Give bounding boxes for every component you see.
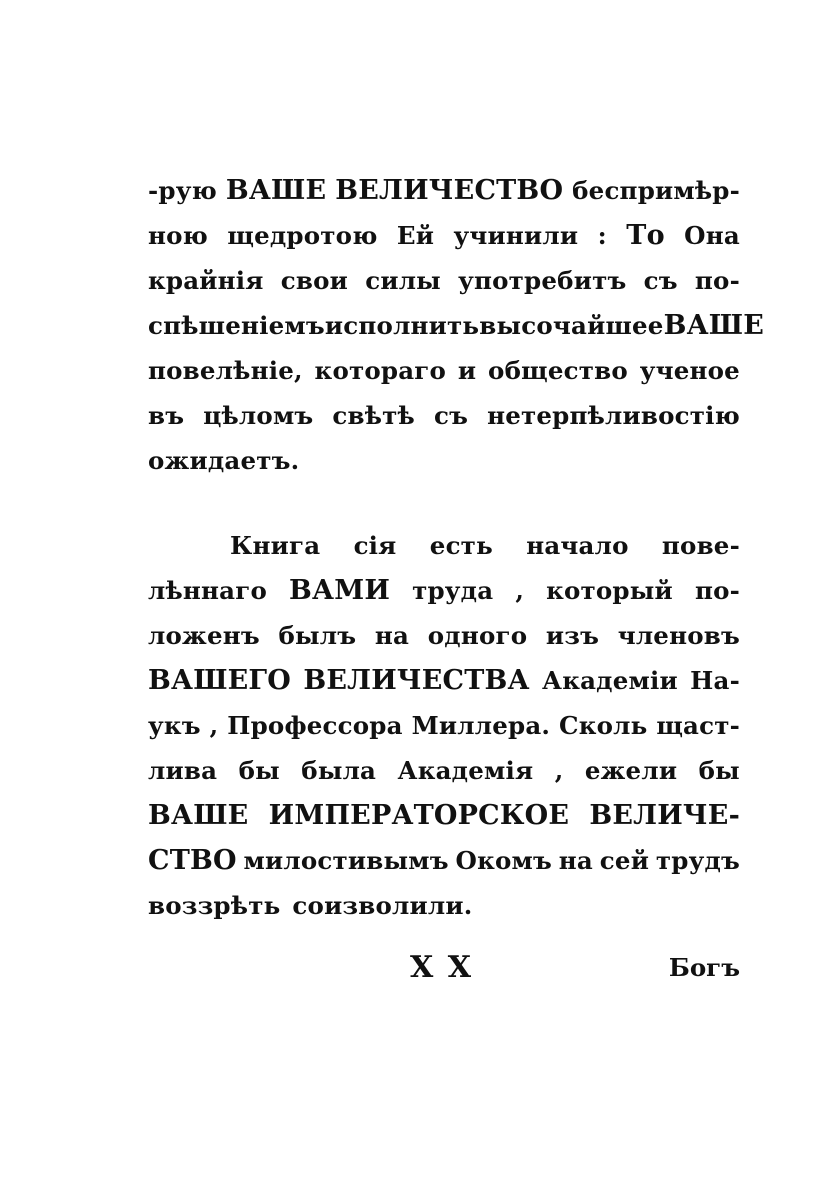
word: силы <box>365 266 441 295</box>
text-line <box>148 613 740 658</box>
word: крайнія <box>148 266 264 295</box>
word: изъ <box>545 621 600 650</box>
word: милостивымъ <box>243 846 449 875</box>
word: одного <box>427 621 528 650</box>
text-line <box>148 883 740 928</box>
text-line <box>148 213 740 258</box>
paragraph-1 <box>148 168 765 483</box>
word: ИМПЕРАТОРСКОЕ <box>268 800 570 831</box>
text-line <box>148 258 740 303</box>
signature-mark: X X <box>410 950 473 985</box>
word: спѣшеніемъ <box>148 311 325 340</box>
word: : <box>597 221 607 250</box>
word: былъ <box>278 621 357 650</box>
word: , <box>515 576 525 605</box>
word: ВЕЛИЧЕ- <box>589 800 740 831</box>
word: ложенъ <box>148 621 260 650</box>
word: То <box>626 220 665 251</box>
word: на <box>374 621 410 650</box>
word: учинили <box>453 221 579 250</box>
word: ученое <box>639 356 740 385</box>
word: Академія <box>397 756 534 785</box>
word: трудъ <box>655 846 740 875</box>
word: беспримѣр- <box>572 176 740 205</box>
word: по- <box>694 576 740 605</box>
word: высочайшее <box>479 311 664 340</box>
word: по- <box>694 266 740 295</box>
word: повелѣніе, <box>148 356 303 385</box>
word: начало <box>526 531 629 560</box>
word: ВАШЕГО <box>148 665 291 696</box>
word: лѣннаго <box>148 576 267 605</box>
word: -рую <box>148 176 217 205</box>
word: ожидаетъ. <box>148 446 300 475</box>
word: СТВО <box>148 845 237 876</box>
text-line <box>148 348 740 393</box>
word: ВАШЕ <box>148 800 249 831</box>
word: бы <box>698 756 740 785</box>
word: щедротою <box>227 221 378 250</box>
word: Книга <box>230 531 321 560</box>
text-line <box>148 438 740 483</box>
word: На- <box>690 666 740 695</box>
text-line <box>148 748 740 793</box>
word: общество <box>488 356 628 385</box>
word: сей <box>599 846 650 875</box>
word: сія <box>353 531 397 560</box>
paragraph-2 <box>148 523 740 928</box>
word: членовъ <box>617 621 740 650</box>
text-line <box>148 393 740 438</box>
word: ежели <box>584 756 678 785</box>
text-line <box>148 838 740 883</box>
word: и <box>457 356 477 385</box>
text-line <box>148 703 740 748</box>
catchword: Богъ <box>668 953 740 982</box>
word: воззрѣть <box>148 891 281 920</box>
word: котораго <box>314 356 447 385</box>
word: щаст- <box>656 711 740 740</box>
word: ВЕЛИЧЕСТВО <box>335 175 564 206</box>
word: съ <box>643 266 678 295</box>
word: Профессора <box>227 711 403 740</box>
text-line <box>148 303 765 348</box>
word: , <box>209 711 219 740</box>
word: труда <box>412 576 494 605</box>
word: соизволили. <box>292 891 473 920</box>
word: исполнить <box>324 311 480 340</box>
word: свѣтѣ <box>332 401 415 430</box>
word: съ <box>433 401 469 430</box>
text-line <box>148 658 740 703</box>
word: пове- <box>661 531 740 560</box>
text-line <box>148 523 740 568</box>
word: Она <box>684 221 740 250</box>
word: цѣломъ <box>203 401 314 430</box>
text-line <box>148 793 740 838</box>
word: ВЕЛИЧЕСТВА <box>303 665 530 696</box>
word: свои <box>280 266 349 295</box>
word: укъ <box>148 711 201 740</box>
word: ВАШЕ <box>663 310 765 341</box>
word: бы <box>238 756 280 785</box>
word: Академіи <box>542 666 678 695</box>
word: есть <box>429 531 493 560</box>
word: ною <box>148 221 208 250</box>
word: Окомъ <box>455 846 552 875</box>
word: который <box>546 576 673 605</box>
word: нетерпѣливостію <box>487 401 740 430</box>
word: въ <box>148 401 185 430</box>
word: ВАШЕ <box>225 175 327 206</box>
word: употребитъ <box>458 266 627 295</box>
text-line <box>148 168 740 213</box>
word: Миллера. <box>411 711 551 740</box>
word: Сколь <box>559 711 648 740</box>
word: на <box>558 846 593 875</box>
word: ВАМИ <box>289 575 391 606</box>
page-footer <box>148 945 740 990</box>
word: была <box>301 756 377 785</box>
word: лива <box>148 756 218 785</box>
word: Ей <box>396 221 435 250</box>
text-line <box>148 568 740 613</box>
word: , <box>554 756 564 785</box>
